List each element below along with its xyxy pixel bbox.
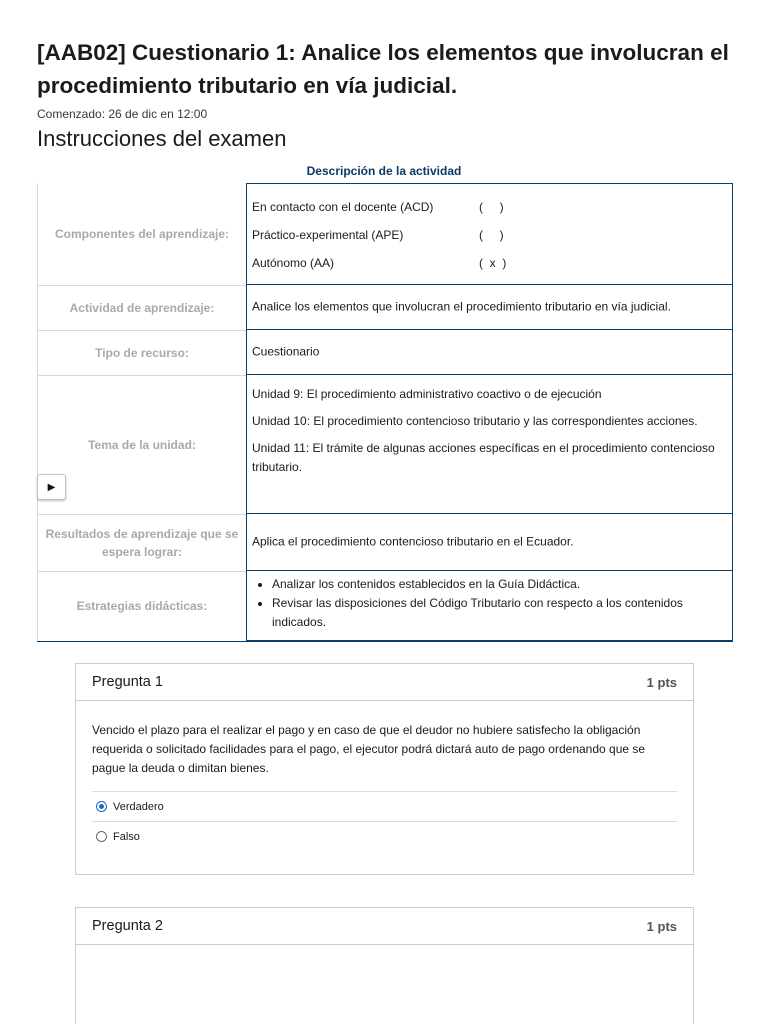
question-title: Pregunta 1 bbox=[92, 674, 163, 690]
component-name: En contacto con el docente (ACD) bbox=[252, 200, 434, 214]
row-label: Estrategias didácticas: bbox=[37, 571, 246, 641]
row-value bbox=[246, 571, 733, 641]
component-item bbox=[252, 198, 504, 217]
row-topic bbox=[37, 375, 733, 514]
answer-label: Falso bbox=[113, 830, 140, 843]
table-bottom-border bbox=[37, 641, 733, 642]
radio-unselected-icon[interactable] bbox=[96, 831, 107, 842]
row-strategies bbox=[37, 571, 733, 641]
answer-option-falso[interactable] bbox=[92, 821, 677, 851]
question-header bbox=[76, 908, 693, 945]
row-components bbox=[37, 183, 733, 285]
question-text: Vencido el plazo para el realizar el pago y en caso de que el deudor no hubiere satisfecho la obligación requerida o solicitado facilidades para el pago, el ejecutor podrá dictará auto de pago ordenando que se pague la deuda o dimitan bienes. bbox=[92, 723, 646, 775]
activity-description-title: Descripción de la actividad bbox=[306, 164, 462, 178]
question-points: 1 pts bbox=[646, 674, 677, 690]
row-value bbox=[246, 375, 733, 514]
activity-text: Analice los elementos que involucran el procedimiento tributario en vía judicial. bbox=[252, 299, 671, 314]
results-text: Aplica el procedimiento contencioso tributario en el Ecuador. bbox=[252, 534, 574, 549]
strategy-item: • Analizar los contenidos establecidos en la Guía Didáctica. bbox=[272, 575, 727, 594]
row-label: Componentes del aprendizaje: bbox=[37, 183, 246, 285]
strategy-item: • Revisar las disposiciones del Código Tributario con respecto a los contenidos indicados. bbox=[272, 594, 727, 632]
started-timestamp: Comenzado: 26 de dic en 12:00 bbox=[37, 107, 208, 121]
radio-selected-icon[interactable] bbox=[96, 801, 107, 812]
row-results bbox=[37, 514, 733, 571]
answer-list bbox=[92, 791, 677, 851]
component-name: Práctico-experimental (APE) bbox=[252, 228, 404, 242]
unit-item: Unidad 10: El procedimiento contencioso tributario y las correspondientes acciones. bbox=[252, 414, 698, 428]
unit-item: Unidad 9: El procedimiento administrativo coactivo o de ejecución bbox=[252, 387, 602, 401]
instructions-heading: Instrucciones del examen bbox=[37, 126, 287, 151]
row-label: Tipo de recurso: bbox=[37, 330, 246, 375]
row-label: Tema de la unidad: bbox=[37, 375, 246, 514]
row-value bbox=[246, 285, 733, 330]
component-mark: ( x ) bbox=[479, 256, 507, 270]
row-value bbox=[246, 183, 733, 285]
row-label: Resultados de aprendizaje que se espera lograr: bbox=[37, 514, 246, 571]
question-points: 1 pts bbox=[646, 918, 677, 934]
unit-item: Unidad 11: El trámite de algunas acciones específicas en el procedimiento contencioso tributario. bbox=[252, 441, 715, 474]
component-mark: ( ) bbox=[479, 200, 504, 214]
row-activity bbox=[37, 285, 733, 330]
component-name: Autónomo (AA) bbox=[252, 256, 335, 270]
question-card bbox=[75, 907, 694, 1024]
quiz-title: [AAB02] Cuestionario 1: Analice los elementos que involucran el procedimiento tributario en vía judicial. bbox=[37, 40, 729, 98]
row-label: Actividad de aprendizaje: bbox=[37, 285, 246, 330]
answer-label: Verdadero bbox=[113, 800, 164, 813]
component-item bbox=[252, 254, 507, 273]
row-resource bbox=[37, 330, 733, 375]
question-body bbox=[76, 701, 693, 851]
resource-text: Cuestionario bbox=[252, 344, 320, 359]
question-title: Pregunta 2 bbox=[92, 918, 163, 934]
play-icon: ▶ bbox=[47, 481, 56, 493]
play-button[interactable] bbox=[37, 474, 66, 500]
row-value bbox=[246, 330, 733, 375]
strategies-list bbox=[252, 571, 727, 632]
component-item bbox=[252, 226, 504, 245]
row-value bbox=[246, 514, 733, 571]
answer-option-verdadero[interactable] bbox=[92, 791, 677, 821]
question-header bbox=[76, 664, 693, 701]
question-card bbox=[75, 663, 694, 875]
component-mark: ( ) bbox=[479, 228, 504, 242]
